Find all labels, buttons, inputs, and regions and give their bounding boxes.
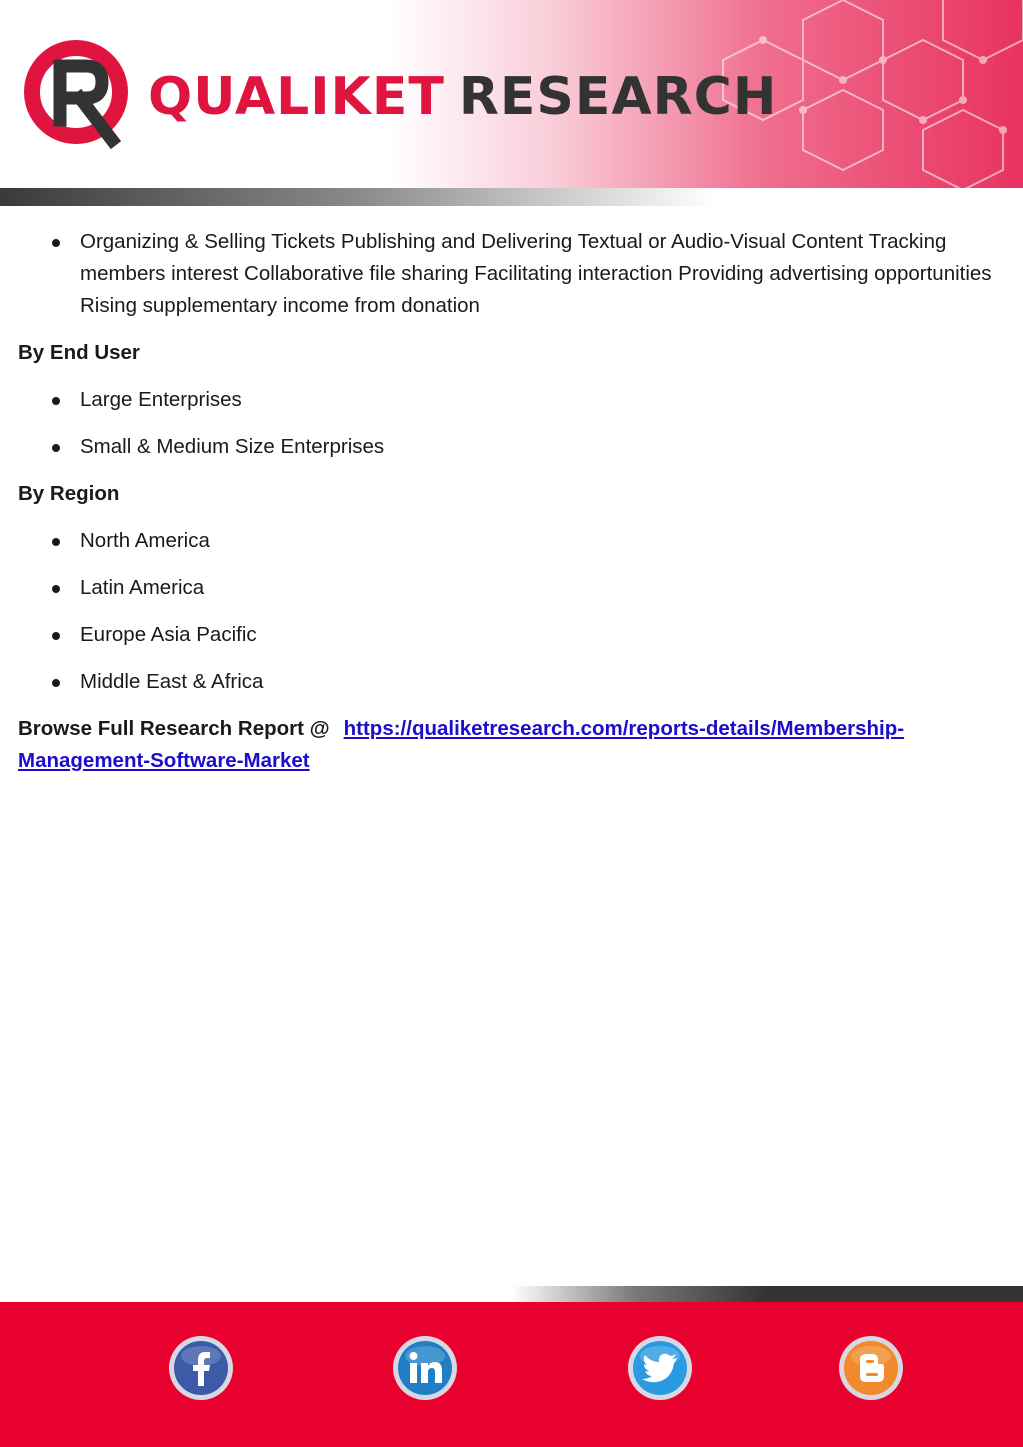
- list-item-text: Organizing & Selling Tickets Publishing and Delivering Textual or Audio-Visual Content Tracking members interest Collaborative file sharing Facilitating interaction Providing advertising opportunities Rising supplementary income from donation: [80, 230, 992, 317]
- qr-logo-icon: [20, 36, 138, 154]
- footer-divider: [0, 1286, 1023, 1302]
- list-item-text: Small & Medium Size Enterprises: [80, 435, 385, 458]
- list-item-text: North America: [80, 529, 210, 552]
- intro-list: [18, 226, 1008, 322]
- brand-word-qualiket: QUALIKET: [148, 67, 445, 127]
- brand-word-research: RESEARCH: [458, 67, 778, 127]
- list-item: [18, 226, 1008, 322]
- twitter-icon: [627, 1334, 693, 1402]
- linkedin-icon: [392, 1334, 458, 1402]
- region-list: [18, 525, 1008, 698]
- blogger-icon: [838, 1334, 904, 1402]
- facebook-link[interactable]: [168, 1334, 234, 1402]
- blogger-link[interactable]: [838, 1334, 904, 1402]
- list-item: [18, 619, 1008, 651]
- brand-name: [148, 62, 777, 132]
- bullet-icon: [52, 444, 60, 452]
- list-item-text: Large Enterprises: [80, 388, 242, 411]
- twitter-link[interactable]: [627, 1334, 693, 1402]
- bullet-icon: [52, 679, 60, 687]
- header-divider: [0, 188, 1023, 206]
- list-item: [18, 572, 1008, 604]
- list-item: [18, 431, 1008, 463]
- section-heading-end-user: By End User: [18, 341, 140, 364]
- list-item-text: Middle East & Africa: [80, 670, 264, 693]
- list-item-text: Latin America: [80, 576, 205, 599]
- browse-report: [18, 713, 1008, 777]
- document-content: [18, 226, 1008, 777]
- browse-report-label: Browse Full Research Report @: [18, 717, 330, 740]
- list-item: [18, 525, 1008, 557]
- end-user-list: [18, 384, 1008, 463]
- bullet-icon: [52, 397, 60, 405]
- bullet-icon: [52, 585, 60, 593]
- facebook-icon: [168, 1334, 234, 1402]
- linkedin-link[interactable]: [392, 1334, 458, 1402]
- list-item: [18, 666, 1008, 698]
- bullet-icon: [52, 538, 60, 546]
- list-item-text: Europe Asia Pacific: [80, 623, 257, 646]
- section-heading-region: By Region: [18, 482, 120, 505]
- list-item: [18, 384, 1008, 416]
- bullet-icon: [52, 239, 60, 247]
- report-link[interactable]: https://qualiketresearch.com/reports-details/Membership-Management-Software-Market: [18, 717, 905, 772]
- page-header: [0, 0, 1023, 190]
- bullet-icon: [52, 632, 60, 640]
